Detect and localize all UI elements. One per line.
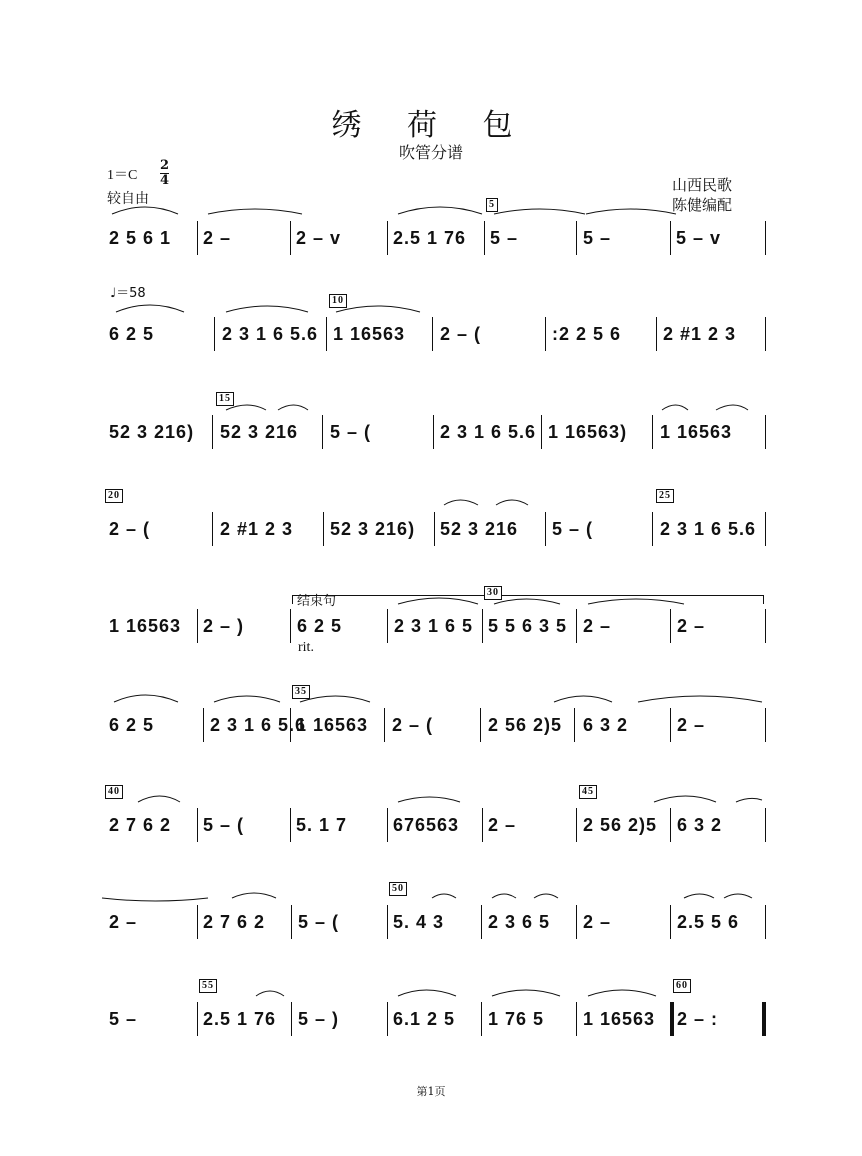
barline bbox=[214, 317, 215, 351]
measure-notes: 2 – : bbox=[677, 1009, 719, 1029]
measure bbox=[332, 295, 406, 354]
measure bbox=[548, 412, 627, 452]
slur bbox=[300, 696, 370, 702]
measure-notes: 6 2 5 bbox=[297, 616, 343, 636]
slur bbox=[398, 990, 456, 996]
measure-notes: 2.5 1 76 bbox=[203, 1009, 277, 1029]
ending-bracket bbox=[292, 595, 764, 604]
barline bbox=[323, 512, 324, 546]
measure-notes: 676563 bbox=[393, 815, 460, 835]
measure bbox=[677, 902, 739, 942]
measure-notes: 2 3 1 6 5 bbox=[394, 616, 474, 636]
slur bbox=[494, 209, 585, 214]
barline bbox=[290, 808, 291, 842]
measure-number: 35 bbox=[292, 685, 310, 699]
barline bbox=[212, 512, 213, 546]
barline bbox=[197, 905, 198, 939]
barline bbox=[197, 609, 198, 643]
measure-notes: 5 – ( bbox=[203, 815, 245, 835]
barline bbox=[656, 317, 657, 351]
measure-notes: 2 – bbox=[109, 912, 138, 932]
slur bbox=[492, 990, 560, 996]
barline bbox=[290, 221, 291, 255]
barline bbox=[387, 1002, 388, 1036]
measure-notes: 1 16563 bbox=[333, 324, 406, 344]
barline bbox=[387, 808, 388, 842]
measure-notes: 5 – bbox=[490, 228, 519, 248]
barline bbox=[765, 415, 766, 449]
measure-notes: 2 7 6 2 bbox=[109, 815, 172, 835]
measure-notes: 2 3 1 6 5.6 bbox=[440, 422, 537, 442]
measure-notes: 2 – bbox=[203, 228, 232, 248]
measure bbox=[676, 980, 719, 1039]
slur bbox=[496, 500, 528, 505]
measure bbox=[677, 705, 705, 745]
measure bbox=[583, 902, 611, 942]
measure bbox=[677, 606, 705, 646]
slur bbox=[716, 405, 748, 410]
measure bbox=[440, 314, 481, 354]
measure bbox=[298, 999, 339, 1039]
measure bbox=[583, 606, 611, 646]
barline bbox=[387, 609, 388, 643]
barline bbox=[541, 415, 542, 449]
measure bbox=[295, 686, 369, 745]
barline bbox=[576, 905, 577, 939]
measure bbox=[393, 999, 455, 1039]
barline bbox=[576, 221, 577, 255]
measure bbox=[393, 805, 459, 845]
measure bbox=[583, 705, 628, 745]
measure-notes: 2 56 2)5 bbox=[488, 715, 563, 735]
measure bbox=[109, 412, 194, 452]
measure bbox=[392, 705, 433, 745]
measure bbox=[440, 509, 518, 549]
measure bbox=[109, 902, 137, 942]
slur bbox=[116, 305, 184, 312]
measure-notes: 1 16563 bbox=[109, 616, 182, 636]
barline bbox=[482, 609, 483, 643]
measure-number: 50 bbox=[389, 882, 407, 896]
measure-notes: 5 – bbox=[583, 228, 612, 248]
measure bbox=[583, 218, 611, 258]
measure-notes: :2 2 5 6 bbox=[552, 324, 622, 344]
slur bbox=[432, 894, 456, 898]
measure-number: 40 bbox=[105, 785, 123, 799]
measure-notes: 1 76 5 bbox=[488, 1009, 545, 1029]
measure-notes: 6 3 2 bbox=[583, 715, 629, 735]
barline bbox=[291, 1002, 292, 1036]
measure bbox=[660, 412, 732, 452]
slur bbox=[208, 209, 302, 214]
measure-number: 60 bbox=[673, 979, 691, 993]
measure-number: 20 bbox=[105, 489, 123, 503]
measure-number: 15 bbox=[216, 392, 234, 406]
measure bbox=[394, 606, 473, 646]
measure bbox=[298, 902, 339, 942]
measure-notes: 2 – bbox=[677, 715, 706, 735]
measure-notes: 52 3 216 bbox=[220, 422, 299, 442]
slur bbox=[684, 894, 714, 898]
slur bbox=[112, 207, 178, 214]
measure bbox=[488, 999, 544, 1039]
barline bbox=[652, 512, 653, 546]
slur bbox=[662, 405, 688, 410]
measure bbox=[203, 218, 231, 258]
key-signature: 1＝C bbox=[107, 168, 138, 183]
measure bbox=[109, 314, 154, 354]
measure-notes: 5 – ( bbox=[330, 422, 372, 442]
measure bbox=[488, 705, 562, 745]
barline bbox=[322, 415, 323, 449]
measure bbox=[393, 218, 466, 258]
slur bbox=[654, 796, 716, 802]
barline bbox=[765, 221, 766, 255]
measure bbox=[203, 805, 244, 845]
measure-notes: 2 #1 2 3 bbox=[220, 519, 294, 539]
measure bbox=[296, 218, 341, 258]
barline bbox=[765, 905, 766, 939]
slur bbox=[278, 405, 308, 410]
barline bbox=[482, 808, 483, 842]
barline bbox=[387, 221, 388, 255]
measure-notes: 6 3 2 bbox=[677, 815, 723, 835]
measure bbox=[659, 490, 757, 549]
measure-notes: 2 3 6 5 bbox=[488, 912, 551, 932]
score-subtitle: 吹管分谱 bbox=[398, 143, 463, 162]
measure-notes: 2 – bbox=[583, 616, 612, 636]
slur bbox=[398, 207, 482, 214]
measure-notes: 6 2 5 bbox=[109, 715, 155, 735]
measure-notes: 5 – v bbox=[676, 228, 722, 248]
measure bbox=[552, 509, 593, 549]
measure-notes: 2 – ( bbox=[440, 324, 482, 344]
score-row bbox=[0, 786, 862, 845]
measure-notes: 5 – ) bbox=[298, 1009, 340, 1029]
measure-notes: 52 3 216) bbox=[109, 422, 195, 442]
barline bbox=[480, 708, 481, 742]
measure-notes: 5 – ( bbox=[552, 519, 594, 539]
measure bbox=[109, 705, 154, 745]
measure bbox=[109, 218, 171, 258]
barline bbox=[765, 512, 766, 546]
measure bbox=[582, 786, 658, 845]
barline bbox=[765, 317, 766, 351]
measure-notes: 1 16563) bbox=[548, 422, 628, 442]
slur bbox=[138, 796, 180, 802]
barline bbox=[481, 1002, 482, 1036]
measure-notes: 2 3 1 6 5.6 bbox=[660, 519, 757, 539]
slur bbox=[724, 894, 752, 898]
slur bbox=[226, 306, 308, 312]
measure-notes: 5. 4 3 bbox=[393, 912, 445, 932]
slur bbox=[534, 894, 558, 898]
measure-notes: 2.5 5 6 bbox=[677, 912, 740, 932]
barline bbox=[291, 905, 292, 939]
barline bbox=[434, 512, 435, 546]
measure-notes: 5. 1 7 bbox=[296, 815, 348, 835]
slur bbox=[102, 898, 208, 901]
barline bbox=[326, 317, 327, 351]
barline bbox=[670, 609, 671, 643]
measure-notes: 2 – bbox=[488, 815, 517, 835]
slur bbox=[336, 306, 420, 312]
measure bbox=[296, 805, 347, 845]
measure bbox=[552, 314, 621, 354]
score-title: 绣 荷 包 bbox=[331, 108, 531, 143]
measure bbox=[108, 490, 151, 549]
measure-notes: 6 2 5 bbox=[109, 324, 155, 344]
measure bbox=[676, 218, 721, 258]
measure bbox=[222, 314, 318, 354]
slur bbox=[588, 990, 656, 996]
barline bbox=[197, 221, 198, 255]
measure-number: 30 bbox=[484, 586, 502, 600]
barline bbox=[545, 317, 546, 351]
slur bbox=[232, 893, 276, 898]
measure-notes: 2.5 1 76 bbox=[393, 228, 467, 248]
final-barline bbox=[762, 1002, 766, 1036]
slur bbox=[736, 798, 762, 802]
slur bbox=[492, 894, 516, 898]
barline bbox=[481, 905, 482, 939]
score-row bbox=[0, 883, 862, 942]
score-row bbox=[0, 686, 862, 745]
arranger-credit: 陈健编配 bbox=[672, 196, 733, 214]
measure bbox=[489, 199, 519, 258]
measure bbox=[203, 606, 244, 646]
slur bbox=[638, 696, 762, 702]
measure-number: 45 bbox=[579, 785, 597, 799]
barline bbox=[197, 808, 198, 842]
measure-notes: 52 3 216) bbox=[330, 519, 416, 539]
measure bbox=[109, 606, 181, 646]
barline bbox=[576, 609, 577, 643]
measure bbox=[330, 412, 371, 452]
measure bbox=[202, 980, 277, 1039]
measure-notes: 1 16563 bbox=[296, 715, 369, 735]
barline bbox=[197, 1002, 198, 1036]
measure bbox=[677, 805, 722, 845]
barline bbox=[670, 708, 671, 742]
measure-notes: 2 56 2)5 bbox=[583, 815, 658, 835]
measure-notes: 2 3 1 6 5.6 bbox=[222, 324, 319, 344]
barline bbox=[433, 415, 434, 449]
score-row bbox=[0, 295, 862, 354]
measure-notes: 2 – ( bbox=[109, 519, 151, 539]
barline bbox=[652, 415, 653, 449]
metronome-marking: ♩＝58 bbox=[110, 286, 146, 301]
measure bbox=[210, 705, 306, 745]
barline bbox=[432, 317, 433, 351]
measure-notes: 2 – ( bbox=[392, 715, 434, 735]
measure bbox=[219, 393, 299, 452]
song-origin: 山西民歌 bbox=[672, 176, 733, 194]
measure-notes: 2 #1 2 3 bbox=[663, 324, 737, 344]
barline bbox=[545, 512, 546, 546]
measure bbox=[220, 509, 293, 549]
measure-notes: 2 3 1 6 5.6 bbox=[210, 715, 307, 735]
slur bbox=[398, 797, 460, 802]
slur bbox=[256, 991, 284, 996]
measure bbox=[108, 786, 172, 845]
ending-label: 结束句 bbox=[297, 594, 337, 609]
measure-notes: 2 5 6 1 bbox=[109, 228, 172, 248]
barline bbox=[670, 221, 671, 255]
barline bbox=[576, 1002, 577, 1036]
measure-notes: 1 16563 bbox=[583, 1009, 656, 1029]
barline bbox=[765, 808, 766, 842]
barline bbox=[212, 415, 213, 449]
page-number: 第1页 bbox=[416, 1085, 446, 1098]
barline bbox=[670, 905, 671, 939]
barline bbox=[387, 905, 388, 939]
slur bbox=[214, 696, 280, 702]
measure-notes: 2 7 6 2 bbox=[203, 912, 266, 932]
measure bbox=[583, 999, 655, 1039]
measure-notes: 2 – ) bbox=[203, 616, 245, 636]
measure bbox=[488, 902, 550, 942]
barline bbox=[576, 808, 577, 842]
measure-notes: 5 5 6 3 5 bbox=[488, 616, 568, 636]
time-signature bbox=[160, 160, 169, 187]
measure bbox=[488, 805, 516, 845]
measure-notes: 5 – bbox=[109, 1009, 138, 1029]
barline bbox=[203, 708, 204, 742]
barline bbox=[290, 708, 291, 742]
measure bbox=[330, 509, 415, 549]
barline bbox=[670, 808, 671, 842]
slur bbox=[586, 209, 676, 214]
score-row bbox=[0, 393, 862, 452]
ritardando-marking: rit. bbox=[298, 640, 314, 655]
score-row bbox=[0, 980, 862, 1039]
barline bbox=[484, 221, 485, 255]
tempo-marking: 较自由 bbox=[107, 191, 149, 207]
barline bbox=[765, 708, 766, 742]
measure-notes: 6.1 2 5 bbox=[393, 1009, 456, 1029]
measure bbox=[392, 883, 445, 942]
measure-notes: 2 – v bbox=[296, 228, 342, 248]
barline bbox=[574, 708, 575, 742]
measure bbox=[109, 999, 137, 1039]
slur bbox=[114, 695, 178, 702]
measure-number: 10 bbox=[329, 294, 347, 308]
measure-number: 55 bbox=[199, 979, 217, 993]
barline bbox=[670, 1002, 674, 1036]
measure-notes: 1 16563 bbox=[660, 422, 733, 442]
time-denominator: 4 bbox=[160, 173, 170, 188]
slur bbox=[554, 696, 612, 702]
measure-number: 25 bbox=[656, 489, 674, 503]
barline bbox=[384, 708, 385, 742]
time-numerator: 2 bbox=[160, 158, 170, 173]
measure-notes: 52 3 216 bbox=[440, 519, 519, 539]
barline bbox=[765, 609, 766, 643]
measure bbox=[663, 314, 736, 354]
slur bbox=[444, 500, 478, 505]
barline bbox=[290, 609, 291, 643]
measure-notes: 2 – bbox=[583, 912, 612, 932]
measure bbox=[203, 902, 265, 942]
measure bbox=[297, 606, 342, 646]
measure bbox=[487, 587, 568, 646]
measure-notes: 5 – ( bbox=[298, 912, 340, 932]
measure-number: 5 bbox=[486, 198, 498, 212]
measure bbox=[440, 412, 536, 452]
measure-notes: 2 – bbox=[677, 616, 706, 636]
score-row bbox=[0, 490, 862, 549]
